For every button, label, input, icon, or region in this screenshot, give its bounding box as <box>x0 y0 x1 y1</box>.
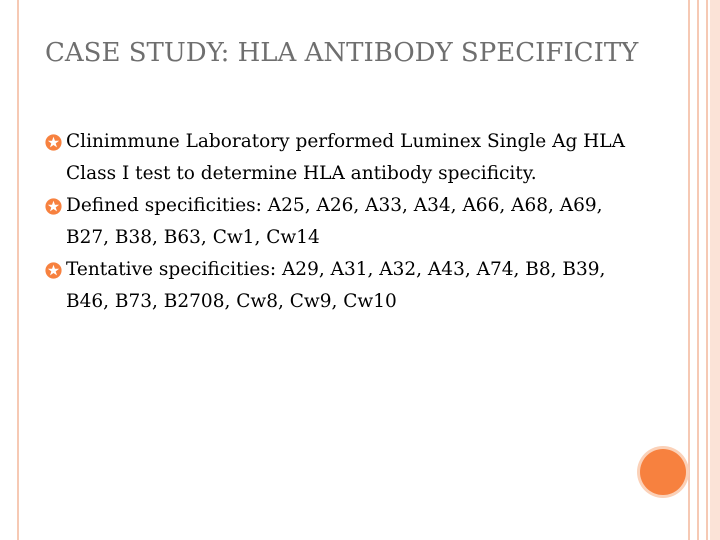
bullet-item <box>45 190 645 254</box>
right-border-line-3 <box>706 0 708 540</box>
bullet-item <box>45 254 645 318</box>
left-border-line <box>17 0 19 540</box>
slide-title: CASE STUDY: HLA ANTIBODY SPECIFICITY <box>45 38 639 68</box>
bullet-list <box>45 126 645 318</box>
bullet-text: Clinimmune Laboratory performed Luminex Single Ag HLA Class I test to determine HLA antibody specificity. <box>66 131 625 184</box>
right-border-line-2 <box>697 0 699 540</box>
right-border-line-1 <box>688 0 690 540</box>
bullet-item <box>45 126 645 190</box>
right-border-strip <box>710 0 720 540</box>
star-bullet-icon <box>45 198 62 215</box>
star-bullet-icon <box>45 262 62 279</box>
star-bullet-icon <box>45 134 62 151</box>
bullet-text: Tentative specificities: A29, A31, A32, A43, A74, B8, B39, B46, B73, B2708, Cw8, Cw9, Cw10 <box>66 259 606 312</box>
decorative-circle <box>640 449 686 495</box>
bullet-text: Defined specificities: A25, A26, A33, A34, A66, A68, A69, B27, B38, B63, Cw1, Cw14 <box>66 195 603 248</box>
